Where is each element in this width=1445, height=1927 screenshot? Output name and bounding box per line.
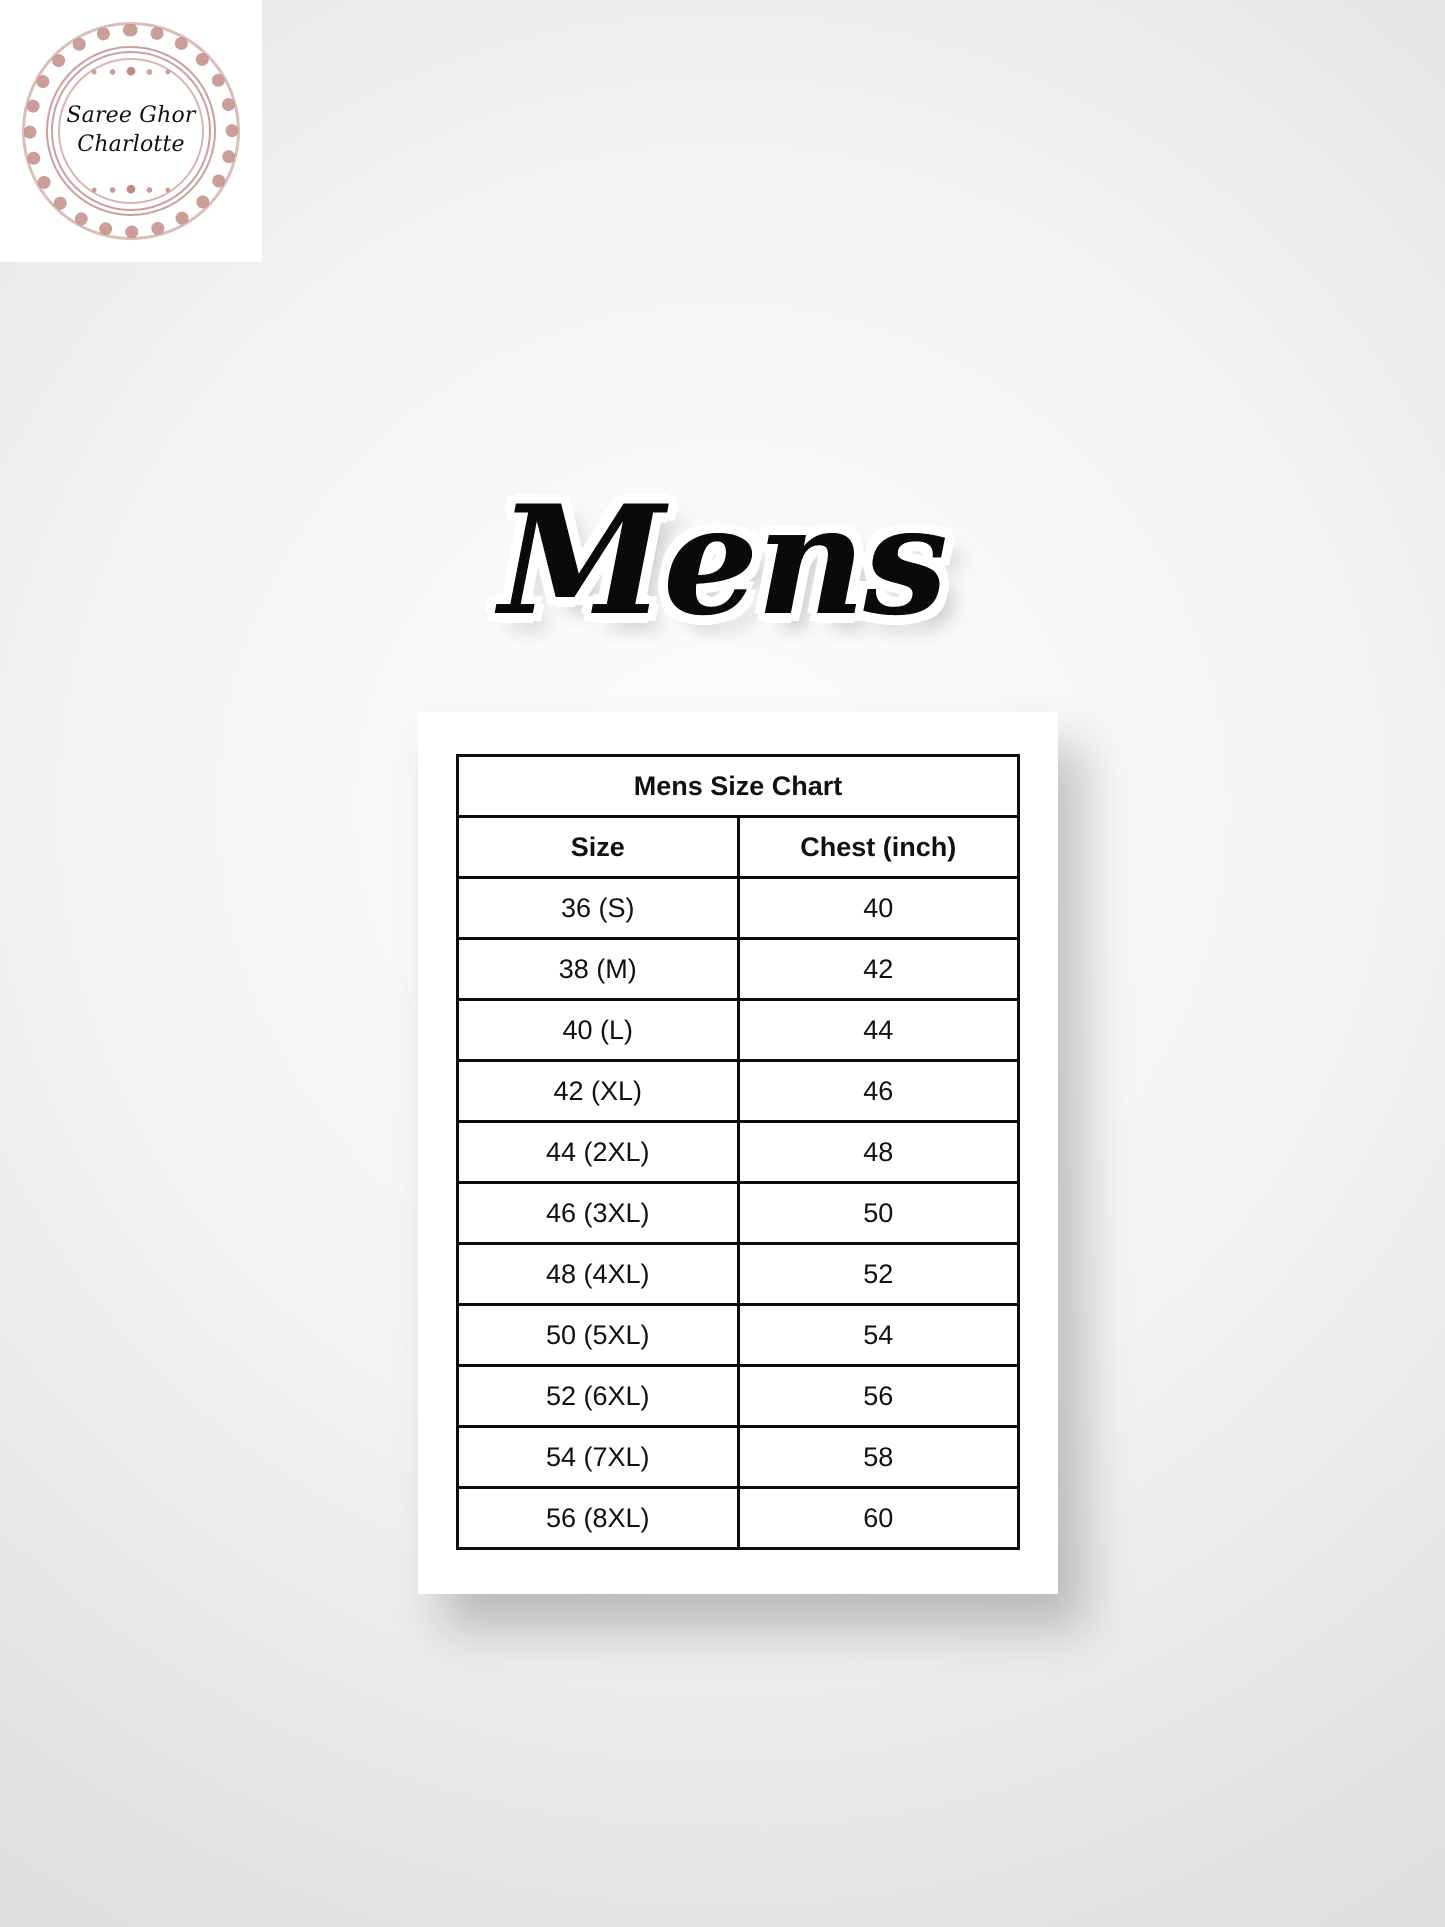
cell-size: 42 (XL): [458, 1061, 739, 1122]
logo-text: [20, 20, 242, 242]
cell-chest: 42: [738, 939, 1019, 1000]
chart-title-cell: Mens Size Chart: [458, 756, 1019, 817]
mens-size-chart-table: [456, 754, 1020, 1550]
table-header-row: [458, 817, 1019, 878]
table-row: [458, 1488, 1019, 1549]
table-row: [458, 939, 1019, 1000]
cell-chest: 60: [738, 1488, 1019, 1549]
cell-size: 38 (M): [458, 939, 739, 1000]
cell-size: 56 (8XL): [458, 1488, 739, 1549]
cell-chest: 56: [738, 1366, 1019, 1427]
table-row: [458, 1061, 1019, 1122]
table-row: [458, 1305, 1019, 1366]
cell-size: 36 (S): [458, 878, 739, 939]
table-row: [458, 1183, 1019, 1244]
logo-medallion: [20, 20, 242, 242]
cell-chest: 52: [738, 1244, 1019, 1305]
page-title: [0, 473, 1445, 680]
column-header-chest: Chest (inch): [738, 817, 1019, 878]
table-row: [458, 878, 1019, 939]
cell-chest: 54: [738, 1305, 1019, 1366]
cell-chest: 44: [738, 1000, 1019, 1061]
table-row: [458, 1366, 1019, 1427]
cell-size: 52 (6XL): [458, 1366, 739, 1427]
size-chart-body: [458, 756, 1019, 1549]
table-title-row: [458, 756, 1019, 817]
cell-size: 46 (3XL): [458, 1183, 739, 1244]
cell-size: 48 (4XL): [458, 1244, 739, 1305]
cell-chest: 58: [738, 1427, 1019, 1488]
table-row: [458, 1427, 1019, 1488]
cell-chest: 50: [738, 1183, 1019, 1244]
cell-chest: 40: [738, 878, 1019, 939]
table-row: [458, 1122, 1019, 1183]
cell-size: 44 (2XL): [458, 1122, 739, 1183]
brand-name-line1: Saree Ghor: [66, 103, 196, 129]
cell-size: 50 (5XL): [458, 1305, 739, 1366]
cell-chest: 48: [738, 1122, 1019, 1183]
brand-name-line2: Charlotte: [77, 132, 185, 157]
table-row: [458, 1000, 1019, 1061]
size-chart-card: [418, 712, 1058, 1594]
table-row: [458, 1244, 1019, 1305]
cell-chest: 46: [738, 1061, 1019, 1122]
cell-size: 54 (7XL): [458, 1427, 739, 1488]
page-title-text: Mens: [499, 473, 946, 649]
column-header-size: Size: [458, 817, 739, 878]
brand-logo: [0, 0, 262, 262]
cell-size: 40 (L): [458, 1000, 739, 1061]
